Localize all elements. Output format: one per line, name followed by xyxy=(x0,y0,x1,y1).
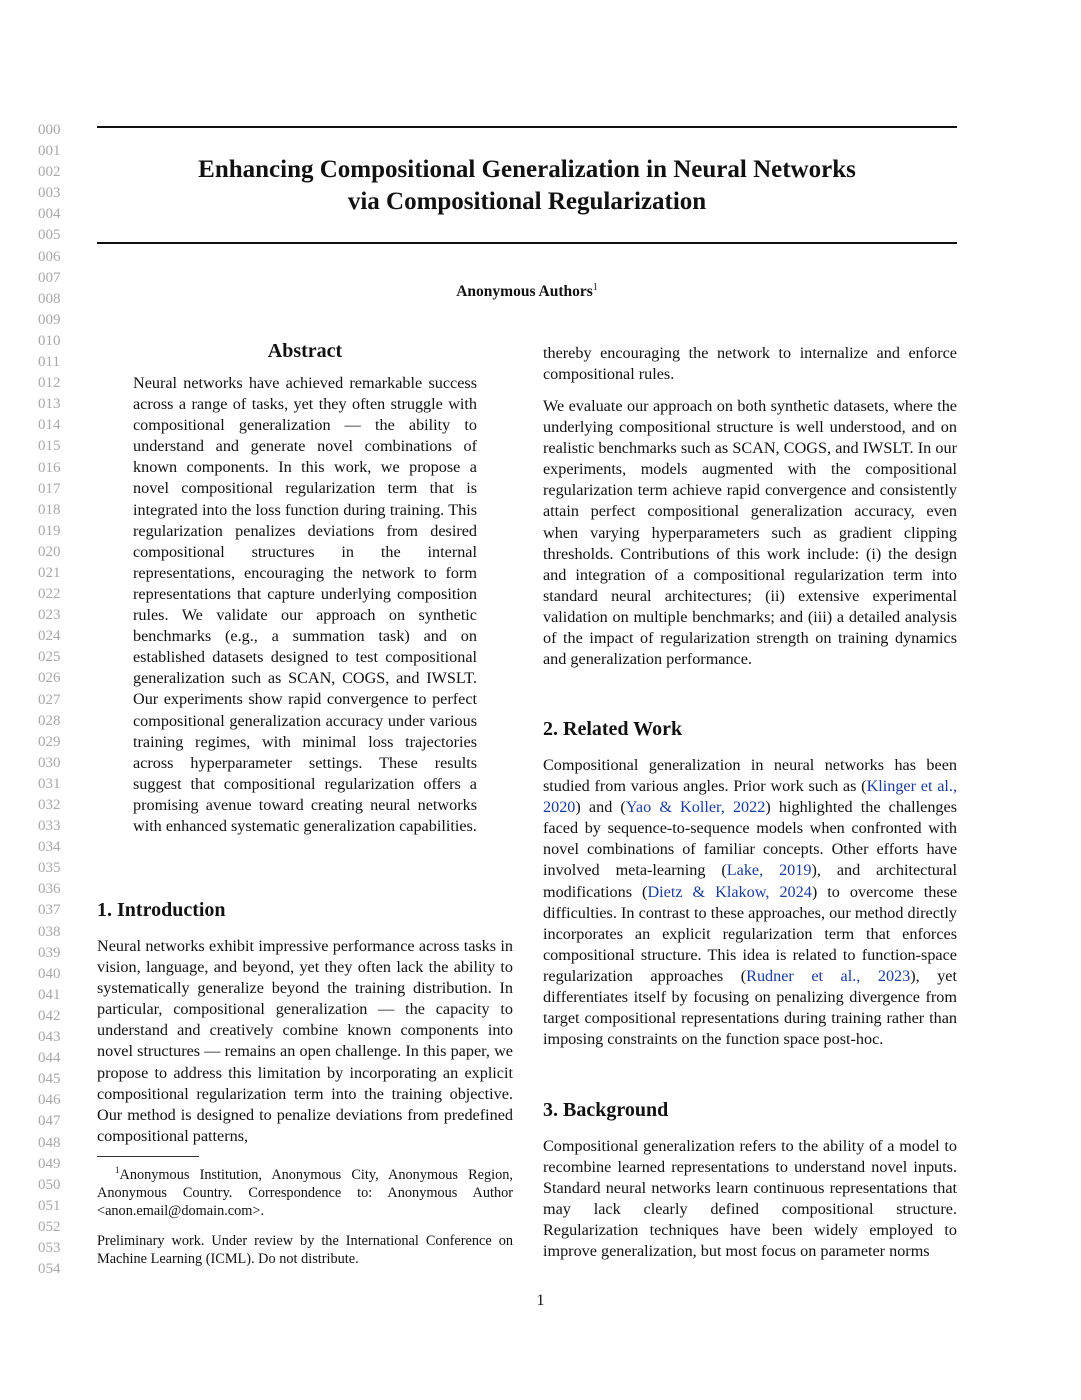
section-related-work-heading: 2. Related Work xyxy=(543,718,683,740)
line-number: 010 xyxy=(38,332,61,349)
line-number: 001 xyxy=(38,143,61,160)
affiliation-mark: 1 xyxy=(592,282,598,293)
line-number: 024 xyxy=(38,628,61,645)
line-number: 051 xyxy=(38,1197,61,1214)
line-number: 020 xyxy=(38,543,61,560)
line-number: 003 xyxy=(38,185,61,202)
line-number: 047 xyxy=(38,1113,61,1130)
line-number: 030 xyxy=(38,754,61,771)
citation-link[interactable]: Klinger et al., 2020 xyxy=(543,777,957,817)
line-number: 038 xyxy=(38,923,61,940)
line-number: 007 xyxy=(38,269,61,286)
line-number: 014 xyxy=(38,417,61,434)
line-number: 004 xyxy=(38,206,61,223)
citation-link[interactable]: Dietz & Klakow, 2024 xyxy=(647,882,812,901)
line-number: 050 xyxy=(38,1176,61,1193)
line-number: 015 xyxy=(38,438,61,455)
line-number: 033 xyxy=(38,818,61,835)
section-background-heading: 3. Background xyxy=(543,1099,669,1121)
line-number: 036 xyxy=(38,881,61,898)
line-number: 016 xyxy=(38,459,61,476)
line-number: 000 xyxy=(38,122,61,138)
line-number: 048 xyxy=(38,1134,61,1151)
footnote-affiliation: $^1$Anonymous Institution, Anonymous City, Anonymous Region, Anonymous Country. Correspondence to: Anonymous Author <anon.email@domain.com>. xyxy=(97,1165,513,1219)
title-line-1: Enhancing Compositional Generalization in Neural Networks xyxy=(198,156,856,183)
line-number: 027 xyxy=(38,691,61,708)
paper-title xyxy=(97,154,957,218)
line-number: 044 xyxy=(38,1050,61,1067)
line-number: 031 xyxy=(38,775,61,792)
title-line-2: via Compositional Regularization xyxy=(347,188,707,215)
background-paragraph: Compositional generalization refers to the ability of a model to recombine learned representations to understand novel inputs. Standard neural networks learn continuous representations that may lack clearly defined compositional structure. Regularization techniques have been widely employed to improve generalization, but most focus on parameter norms xyxy=(543,1137,957,1261)
introduction-paragraph-2: We evaluate our approach on both synthetic datasets, where the underlying compositional structure is well understood, and on realistic benchmarks such as SCAN, COGS, and IWSLT. In our experiments, models augmented with the compositional regularization term achieve rapid convergence and consistently attain perfect compositional generalization accuracy, even when varying hyperparameters such as gradient clipping thresholds. Contributions of this work include: (i) the design and integration of a compositional regularization term into standard neural architectures; (ii) extensive experimental validation on multiple benchmarks; and (iii) a detailed analysis of the impact of regularization strength on training dynamics and generalization performance. xyxy=(543,397,957,669)
line-number: 049 xyxy=(38,1155,61,1172)
line-number: 026 xyxy=(38,670,61,687)
line-numbers xyxy=(38,120,78,1280)
line-number: 045 xyxy=(38,1071,61,1088)
citation-link[interactable]: Yao & Koller, 2022 xyxy=(625,798,766,817)
line-number: 023 xyxy=(38,607,61,624)
line-number: 012 xyxy=(38,375,61,392)
line-number: 041 xyxy=(38,986,61,1003)
line-number: 006 xyxy=(38,248,61,265)
footnote-rule xyxy=(97,1156,199,1157)
line-number: 017 xyxy=(38,480,61,497)
line-number: 037 xyxy=(38,902,61,919)
citation-link[interactable]: Rudner et al., 2023 xyxy=(746,966,911,985)
footnote-notice: Preliminary work. Under review by the International Conference on Machine Learning (ICML). Do not distribute. xyxy=(97,1233,513,1267)
introduction-paragraph-1-continued: thereby encouraging the network to internalize and enforce compositional rules. xyxy=(543,344,957,384)
abstract-text: Neural networks have achieved remarkable success across a range of tasks, yet they often struggle with compositional generalization — the ability to understand and generate novel combinations of known components. In this work, we propose a novel compositional regularization term that is integrated into the loss function during training. This regularization penalizes deviations from desired compositional structures in the internal representations, encouraging the network to form representations that capture underlying composition rules. We validate our approach on synthetic benchmarks (e.g., a summation task) and on established datasets designed to test compositional generalization such as SCAN, COGS, and IWSLT. Our experiments show rapid convergence to perfect compositional generalization accuracy under various training regimes, with minimal loss trajectories across hyperparameter settings. These results suggest that compositional regularization offers a promising avenue toward creating neural networks with enhanced systematic generalization capabilities. xyxy=(133,374,477,835)
line-number: 040 xyxy=(38,965,61,982)
abstract-heading: Abstract xyxy=(267,340,343,362)
line-number: 002 xyxy=(38,164,61,181)
line-number: 043 xyxy=(38,1029,61,1046)
related-work-paragraph: Compositional generalization in neural networks has been studied from various angles. Prior work such as (Klinger et al., 2020) and (Yao & Koller, 2022) highlighted the challenges faced by sequence-to-sequence models when confronted with novel combinations of familiar concepts. Other efforts have involved meta-learning (Lake, 2019), and architectural modifications (Dietz & Klakow, 2024) to overcome these difficulties. In contrast to these approaches, our method directly incorporates an explicit regularization term that enforces compositional structure. This idea is related to function-space regularization approaches (Rudner et al., 2023), yet differentiates itself by focusing on penalizing divergence from target compositional representations during training rather than imposing constraints on the function space post-hoc. xyxy=(543,756,958,1049)
line-number: 022 xyxy=(38,586,61,603)
line-number: 034 xyxy=(38,839,61,856)
title-top-rule xyxy=(97,126,957,128)
line-number: 035 xyxy=(38,860,61,877)
line-number: 029 xyxy=(38,733,61,750)
line-number: 042 xyxy=(38,1007,61,1024)
line-number: 053 xyxy=(38,1239,61,1256)
section-introduction-heading: 1. Introduction xyxy=(97,899,226,921)
line-number: 019 xyxy=(38,522,61,539)
citation-link[interactable]: Lake, 2019 xyxy=(726,861,812,880)
line-number: 018 xyxy=(38,501,61,518)
line-number: 021 xyxy=(38,564,61,581)
line-number: 032 xyxy=(38,797,61,813)
line-number: 054 xyxy=(38,1261,61,1278)
line-number: 011 xyxy=(38,354,60,371)
line-number: 025 xyxy=(38,649,61,666)
line-number: 008 xyxy=(38,290,61,307)
line-number: 039 xyxy=(38,944,61,961)
introduction-paragraph-1: Neural networks exhibit impressive performance across tasks in vision, language, and beyond, yet they often lack the ability to systematically generalize beyond the training distribution. In particular, compositional generalization — the capacity to understand and creatively combine known components into novel structures — remains an open challenge. In this paper, we propose to address this limitation by incorporating an explicit compositional regularization term into the training objective. Our method is designed to penalize deviations from predefined compositional patterns, xyxy=(97,937,513,1145)
title-bottom-rule xyxy=(97,242,957,244)
line-number: 028 xyxy=(38,712,61,729)
page-number: 1 xyxy=(536,1292,545,1309)
authors: Anonymous Authors$^1$ xyxy=(456,282,598,301)
line-number: 005 xyxy=(38,227,61,244)
line-number: 052 xyxy=(38,1218,61,1235)
line-number: 046 xyxy=(38,1092,61,1109)
line-number: 013 xyxy=(38,396,61,413)
line-number: 009 xyxy=(38,311,61,328)
